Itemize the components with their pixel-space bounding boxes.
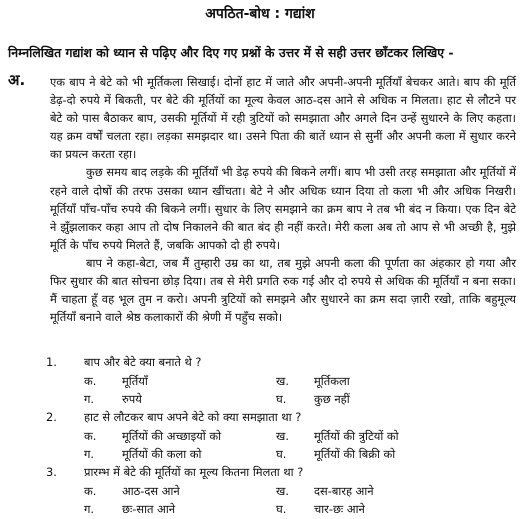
question-list bbox=[0, 354, 520, 519]
passage-paragraph: एक बाप ने बेटे को भी मूर्तिकला सिखाई। दोनों हाट में जाते और अपनी-अपनी मूर्तियाँ बेचकर आते। बाप की मूर्ति डेढ़-दो रुपये में बिकती, पर बेटे की मूर्तियों का मूल्य केवल आठ-दस आने से अधिक न मिलता। हाट से लौटने पर बेटे को पास बैठाकर बाप, उसकी मूर्तियों में रही त्रुटियों को समझाता और अगले दिन उन्हें सुधारने के लिए कहता।यह क्रम वर्षों चलता रहा। लड़का समझदार था। उसने पिता की बातें ध्यान से सुनीं और अपनी कला में सुधार करने का प्रयत्न करता रहा। bbox=[50, 75, 516, 162]
question-3: 3. प्रारम्भ में बेटे की मूर्तियों का मूल्य कितना मिलता था ? क. आठ-दस आने ख. दस-बारह आने ग. छः-सात आने घ. चार-छः आने bbox=[46, 465, 374, 516]
question-text: प्रारम्भ में बेटे की मूर्तियों का मूल्य कितना मिलता था ? bbox=[84, 465, 304, 479]
question-number: 3. bbox=[46, 465, 57, 479]
passage-paragraph: बाप ने कहा-बेटा, जब मैं तुम्हारी उम्र का था, तब मुझे अपनी कला की पूर्णता का अंहकार हो गया और फिर सुधार की बात सोचना छोड़ दिया। तब से मेरी प्रगति रुक गई और दो रुपये से अधिक की मूर्तियाँ न बना सका। मैं चाहता हूँ वह भूल तुम न करो। अपनी त्रुटियों को समझने और सुधारने का क्रम सदा ज़ारी रखो, ताकि बहुमूल्य मूर्तियाँ बनाने वाले श्रेष्ठ कलाकारों की श्रेणी में पहुँच सको। bbox=[50, 255, 516, 325]
question-number: 2. bbox=[46, 410, 57, 424]
instruction-text: निम्नलिखित गद्यांश को ध्यान से पढ़िए और दिए गए प्रश्नों के उत्तर में से सही उत्तर छाँटकर लिखिए - bbox=[8, 45, 454, 60]
section-label: अ. bbox=[8, 71, 26, 89]
question-2: 2. हाट से लौटकर बाप अपने बेटे को क्या समझाता था ? क. मूर्तियों की अच्छाइयों को ख. मूर्तियों की त्रुटियों को ग. मूर्तियों की कला को घ. मूर्तियों की बिक्री को bbox=[46, 410, 399, 461]
page-title: अपठित-बोध : गद्यांश bbox=[205, 6, 315, 22]
question-text: बाप और बेटे क्या बनाते थे ? bbox=[84, 355, 202, 369]
question-1: 1. बाप और बेटे क्या बनाते थे ? क. मूर्तियाँ ख. मूर्तिकला ग. रुपये घ. कुछ नहीं bbox=[46, 355, 350, 406]
passage-paragraph: कुछ समय बाद लड़के की मूर्तियाँ भी डेढ़ रुपये की बिकने लगीं। बाप भी उसी तरह समझाता और मूर्तियों में रहने वाले दोषों की तरफ उसका ध्यान खींचता। बेटे ने और अधिक ध्यान दिया तो कला भी और अधिक निखरी। मूर्तियाँ पाँच-पाँच रुपये की बिकने लगीं। सुधार के लिए समझाने का क्रम बाप ने तब भी बंद न किया। एक दिन बेटे ने झुँझलाकर कहा आप तो दोष निकालने की बात बंद ही नहीं करते। मेरी कला अब तो आप से भी अच्छी है, मुझे मूर्ति के पाँच रुपये मिलते हैं, जबकि आपको दो ही रुपये। bbox=[50, 165, 516, 252]
question-text: हाट से लौटकर बाप अपने बेटे को क्या समझाता था ? bbox=[84, 410, 302, 424]
passage bbox=[50, 73, 516, 326]
question-number: 1. bbox=[46, 355, 57, 369]
